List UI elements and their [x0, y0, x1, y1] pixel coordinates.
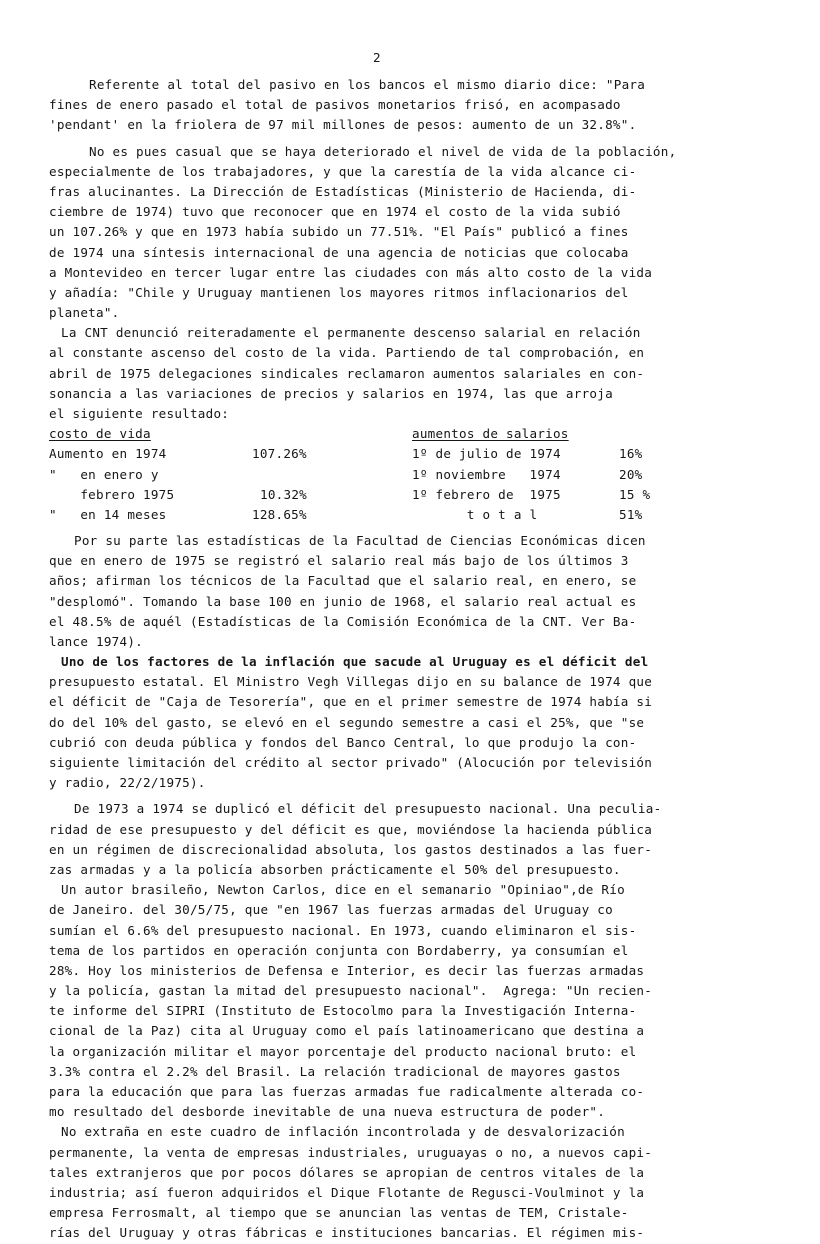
- text-line: planeta".: [49, 305, 120, 321]
- paragraph-1: [49, 75, 809, 136]
- text-line: fras alucinantes. La Dirección de Estadísticas (Ministerio de Hacienda, di-: [49, 183, 637, 199]
- text-line: lance 1974).: [49, 633, 143, 649]
- text-line: 'pendant' en la friolera de 97 mil millones de pesos: aumento de un 32.8%".: [49, 117, 637, 133]
- table-cell: 51%: [619, 506, 643, 522]
- table-cell: 128.65%: [252, 506, 307, 522]
- text-line: el 48.5% de aquél (Estadísticas de la Comisión Económica de la CNT. Ver Ba-: [49, 613, 637, 629]
- text-line: Referente al total del pasivo en los bancos el mismo diario dice: "Para: [89, 77, 646, 92]
- text-line: abril de 1975 delegaciones sindicales reclamaron aumentos salariales en con-: [49, 365, 645, 381]
- text-line: la organización militar el mayor porcentaje del producto nacional bruto: el: [49, 1043, 637, 1059]
- text-line: Un autor brasileño, Newton Carlos, dice en el semanario "Opiniao",de Río: [61, 882, 625, 898]
- table-cell: febrero 1975: [49, 486, 175, 502]
- document-body: [49, 75, 809, 1244]
- paragraph-3: [49, 323, 809, 424]
- text-line: ridad de ese presupuesto y del déficit es que, moviéndose la hacienda pública: [49, 821, 653, 837]
- text-line: empresa Ferrosmalt, al tiempo que se anuncian las ventas de TEM, Cristale-: [49, 1205, 629, 1221]
- text-line: años; afirman los técnicos de la Facultad que el salario real, en enero, se: [49, 573, 637, 589]
- text-line: cional de la Paz) cita al Uruguay como el país latinoamericano que destina a: [49, 1023, 645, 1039]
- table-cell: 20%: [619, 466, 643, 482]
- text-line: para la educación que para las fuerzas armadas fue radicalmente alterada co-: [49, 1084, 645, 1100]
- table-cell: 15 %: [619, 486, 651, 502]
- text-line: de Janeiro. del 30/5/75, que "en 1967 las fuerzas armadas del Uruguay co: [49, 902, 613, 918]
- text-line: de 1974 una síntesis internacional de una agencia de noticias que colocaba: [49, 244, 629, 260]
- text-line: industria; así fueron adquiridos el Dique Flotante de Regusci-Voulminot y la: [49, 1184, 645, 1200]
- text-line: De 1973 a 1974 se duplicó el déficit del presupuesto nacional. Una peculia-: [74, 801, 662, 817]
- paragraph-5: [49, 652, 809, 793]
- paragraph-4: [49, 531, 809, 652]
- text-line: presupuesto estatal. El Ministro Vegh Villegas dijo en su balance de 1974 que: [49, 674, 653, 690]
- table-cell: t o t a l: [412, 506, 538, 522]
- paragraph-8: [49, 1122, 809, 1243]
- text-line: y radio, 22/2/1975).: [49, 775, 206, 791]
- text-line: No es pues casual que se haya deteriorado el nivel de vida de la población,: [89, 143, 677, 159]
- text-line: La CNT denunció reiteradamente el permanente descenso salarial en relación: [61, 325, 641, 341]
- table-cell: 1º noviembre 1974: [412, 466, 561, 482]
- text-line: te informe del SIPRI (Instituto de Estocolmo para la Investigación Interna-: [49, 1003, 637, 1019]
- text-line: No extraña en este cuadro de inflación incontrolada y de desvalorización: [61, 1124, 625, 1140]
- text-line: sumían el 6.6% del presupuesto nacional. En 1973, cuando eliminaron el sis-: [49, 922, 637, 938]
- text-line: un 107.26% y que en 1973 había subido un 77.51%. "El País" publicó a fines: [49, 224, 629, 240]
- table-cell: 10.32%: [260, 486, 307, 502]
- text-line: tales extranjeros que por pocos dólares se apropian de centros vitales de la: [49, 1164, 645, 1180]
- paragraph-7: [49, 880, 809, 1122]
- text-line: al constante ascenso del costo de la vida. Partiendo de tal comprobación, en: [49, 345, 645, 361]
- page-number: 2: [373, 50, 381, 65]
- table-cell: 107.26%: [252, 446, 307, 462]
- text-line: sonancia a las variaciones de precios y salarios en 1974, las que arroja: [49, 385, 613, 401]
- text-line: que en enero de 1975 se registró el salario real más bajo de los últimos 3: [49, 553, 629, 569]
- text-line: permanente, la venta de empresas industriales, uruguayas o no, a nuevos capi-: [49, 1144, 653, 1160]
- text-line: ciembre de 1974) tuvo que reconocer que en 1974 el costo de la vida subió: [49, 204, 621, 220]
- table-cell: 1º febrero de 1975: [412, 486, 561, 502]
- text-line: el déficit de "Caja de Tesorería", que en el primer semestre de 1974 había si: [49, 694, 653, 710]
- text-line: y añadía: "Chile y Uruguay mantienen los mayores ritmos inflacionarios del: [49, 284, 629, 300]
- cost-salary-table: [49, 424, 809, 522]
- paragraph-6: [49, 799, 809, 880]
- table-cell: " en enero y: [49, 466, 159, 482]
- text-line: y la policía, gastan la mitad del presupuesto nacional". Agrega: "Un recien-: [49, 983, 653, 999]
- text-line: el siguiente resultado:: [49, 406, 230, 421]
- table-cell: 16%: [619, 446, 643, 462]
- text-line: Uno de los factores de la inflación que sacude al Uruguay es el déficit del: [61, 654, 649, 670]
- table-cell: " en 14 meses: [49, 506, 167, 522]
- table-cell: Aumento en 1974: [49, 446, 167, 462]
- text-line: cubrió con deuda pública y fondos del Banco Central, lo que produjo la con-: [49, 734, 637, 750]
- text-line: "desplomó". Tomando la base 100 en junio de 1968, el salario real actual es: [49, 593, 637, 609]
- paragraph-2: [49, 142, 809, 324]
- text-line: especialmente de los trabajadores, y que la carestía de la vida alcance ci-: [49, 163, 637, 179]
- text-line: zas armadas y a la policía absorben prácticamente el 50% del presupuesto.: [49, 861, 621, 877]
- text-line: a Montevideo en tercer lugar entre las ciudades con más alto costo de la vida: [49, 264, 653, 280]
- text-line: fines de enero pasado el total de pasivos monetarios frisó, en acompasado: [49, 97, 621, 113]
- table-header-salaries: aumentos de salarios: [412, 426, 569, 442]
- text-line: siguiente limitación del crédito al sector privado" (Alocución por televisión: [49, 755, 653, 771]
- text-line: en un régimen de discrecionalidad absoluta, los gastos destinados a las fuer-: [49, 841, 653, 857]
- text-line: Por su parte las estadísticas de la Facultad de Ciencias Económicas dicen: [74, 532, 646, 548]
- text-line: 28%. Hoy los ministerios de Defensa e Interior, es decir las fuerzas armadas: [49, 962, 645, 978]
- text-line: 3.3% contra el 2.2% del Brasil. La relación tradicional de mayores gastos: [49, 1063, 621, 1079]
- table-header-cost: costo de vida: [49, 426, 151, 442]
- text-line: rías del Uruguay y otras fábricas e instituciones bancarias. El régimen mis-: [49, 1225, 645, 1241]
- text-line: do del 10% del gasto, se elevó en el segundo semestre a casi el 25%, que "se: [49, 714, 645, 730]
- text-line: mo resultado del desborde inevitable de una nueva estructura de poder".: [49, 1104, 606, 1120]
- text-line: tema de los partidos en operación conjunta con Bordaberry, ya consumían el: [49, 942, 629, 958]
- table-cell: 1º de julio de 1974: [412, 446, 561, 462]
